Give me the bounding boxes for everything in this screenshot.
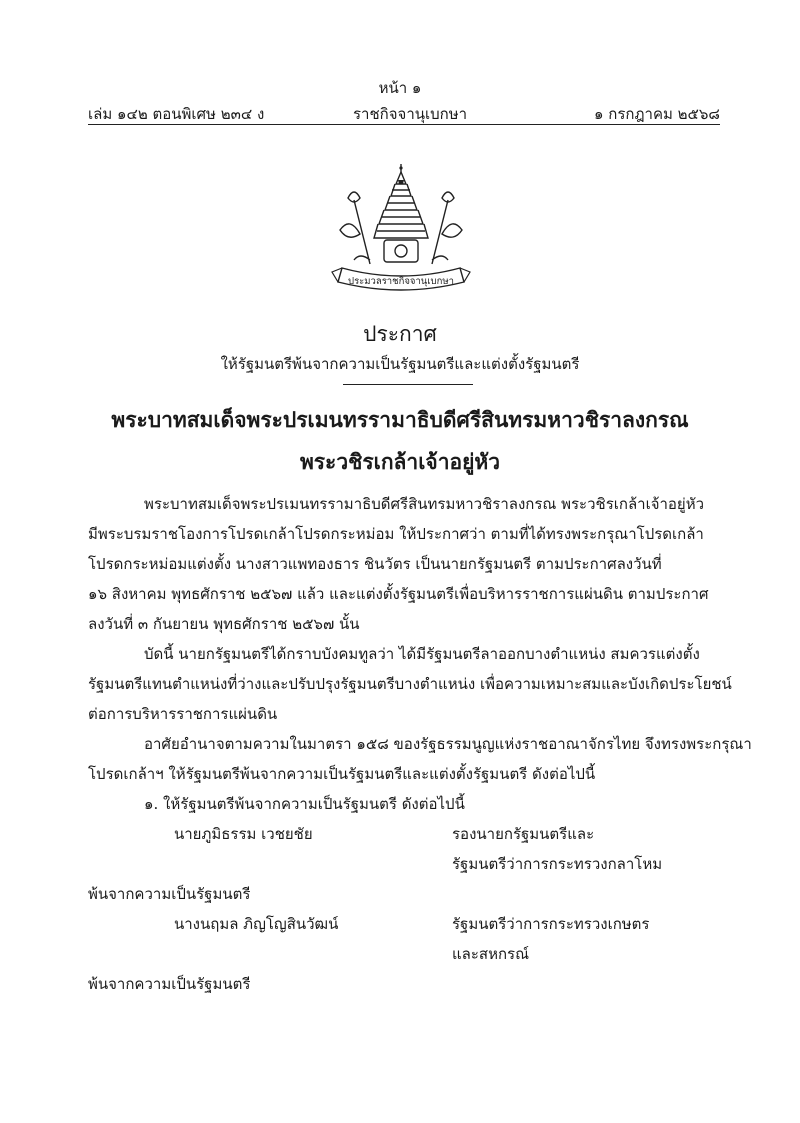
minister-1-position-line-1: รองนายกรัฐมนตรีและ [452, 825, 595, 843]
king-title-line-2: พระวชิรเกล้าเจ้าอยู่หัว [299, 449, 501, 474]
paragraph-1-line-3: โปรดกระหม่อมแต่งตั้ง นางสาวแพทองธาร ชินวัตร เป็นนายกรัฐมนตรี ตามประกาศลงวันที่ [88, 555, 662, 573]
minister-1-position-line-2: รัฐมนตรีว่าการกระทรวงกลาโหม [452, 855, 663, 873]
paragraph-3-line-2: โปรดเกล้าฯ ให้รัฐมนตรีพ้นจากความเป็นรัฐมนตรีและแต่งตั้งรัฐมนตรี ดังต่อไปนี้ [88, 765, 596, 783]
royal-emblem-icon [326, 160, 476, 296]
minister-1-result: พ้นจากความเป็นรัฐมนตรี [88, 885, 251, 903]
header-divider [88, 124, 720, 125]
gazette-name: ราชกิจจานุเบกษา [353, 105, 468, 123]
page-number: หน้า ๑ [378, 79, 422, 97]
king-title-line-1: พระบาทสมเด็จพระปรเมนทรรามาธิบดีศรีสินทรมหาวชิราลงกรณ [111, 407, 689, 432]
minister-1-name: นายภูมิธรรม เวชยชัย [174, 825, 313, 843]
emblem-banner-text: ประมวลราชกิจจานุเบกษา [348, 276, 454, 287]
paragraph-1-line-2: มีพระบรมราชโองการโปรดเกล้าโปรดกระหม่อม ให้ประกาศว่า ตามที่ได้ทรงพระกรุณาโปรดเกล้า [88, 525, 704, 543]
item-1-heading: ๑. ให้รัฐมนตรีพ้นจากความเป็นรัฐมนตรี ดังต่อไปนี้ [144, 795, 465, 813]
announcement-subtitle: ให้รัฐมนตรีพ้นจากความเป็นรัฐมนตรีและแต่งตั้งรัฐมนตรี [220, 355, 580, 373]
minister-2-result: พ้นจากความเป็นรัฐมนตรี [88, 975, 251, 993]
publication-date: ๑ กรกฎาคม ๒๕๖๘ [593, 105, 720, 123]
minister-2-name: นางนฤมล ภิญโญสินวัฒน์ [174, 915, 339, 933]
gazette-header [88, 102, 720, 122]
paragraph-2-line-2: รัฐมนตรีแทนตำแหน่งที่ว่างและปรับปรุงรัฐมนตรีบางตำแหน่ง เพื่อความเหมาะสมและบังเกิดประโยชน์ [88, 675, 732, 693]
minister-2-position-line-2: และสหกรณ์ [452, 945, 530, 963]
paragraph-3-line-1: อาศัยอำนาจตามความในมาตรา ๑๕๘ ของรัฐธรรมนูญแห่งราชอาณาจักรไทย จึงทรงพระกรุณา [144, 735, 752, 753]
minister-2-position-line-1: รัฐมนตรีว่าการกระทรวงเกษตร [452, 915, 650, 933]
title-divider [343, 384, 473, 385]
paragraph-1-line-5: ลงวันที่ ๓ กันยายน พุทธศักราช ๒๕๖๗ นั้น [88, 615, 360, 633]
paragraph-1-line-1: พระบาทสมเด็จพระปรเมนทรรามาธิบดีศรีสินทรมหาวชิราลงกรณ พระวชิรเกล้าเจ้าอยู่หัว [144, 495, 705, 513]
paragraph-2-line-1: บัดนี้ นายกรัฐมนตรีได้กราบบังคมทูลว่า ได้มีรัฐมนตรีลาออกบางตำแหน่ง สมควรแต่งตั้ง [144, 645, 700, 663]
paragraph-1-line-4: ๑๖ สิงหาคม พุทธศักราช ๒๕๖๗ แล้ว และแต่งตั้งรัฐมนตรีเพื่อบริหารราชการแผ่นดิน ตามประกาศ [88, 585, 709, 603]
volume-info: เล่ม ๑๔๒ ตอนพิเศษ ๒๓๔ ง [88, 105, 265, 123]
announcement-title: ประกาศ [363, 322, 437, 346]
paragraph-2-line-3: ต่อการบริหารราชการแผ่นดิน [88, 705, 278, 723]
